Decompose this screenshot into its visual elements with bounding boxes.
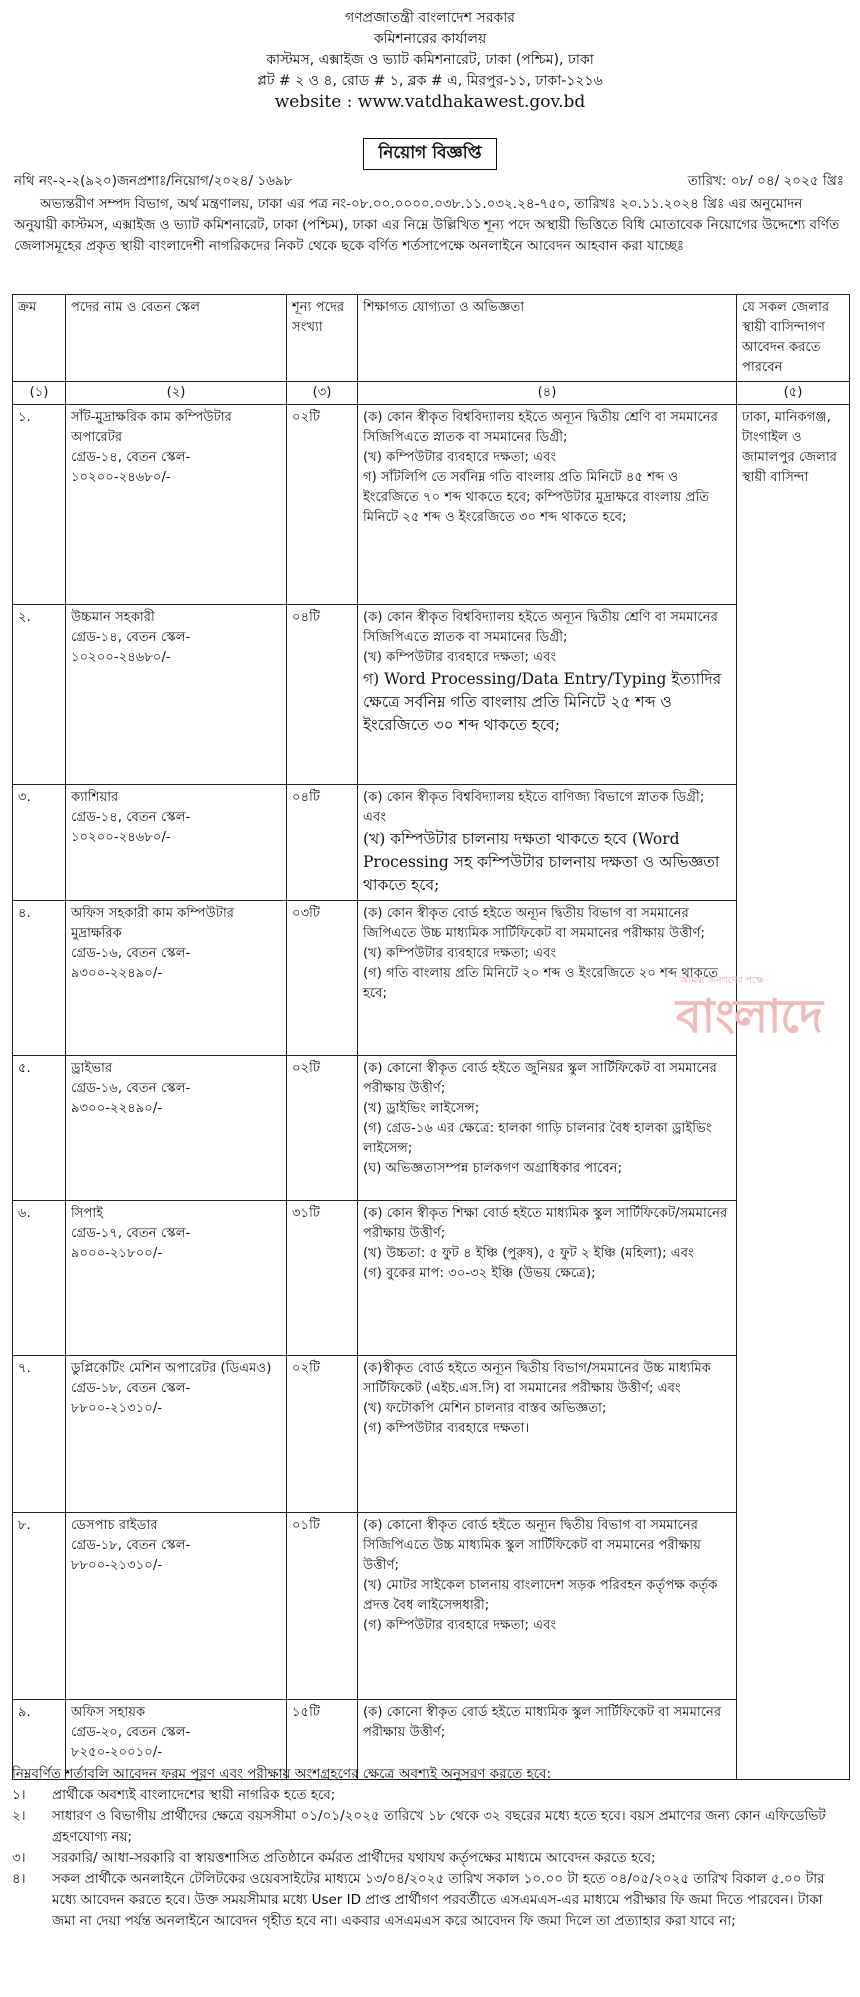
memo-line: [14, 170, 844, 193]
qualification-item: (ক) কোনো স্বীকৃত বোর্ড হইতে মাধ্যমিক স্কুল সার্টিফিকেট বা সমমানের পরীক্ষায় উত্তীর্ণ;: [363, 1705, 722, 1740]
post-name: ডেসপাচ রাইডার: [71, 1518, 158, 1533]
qualification-item: (খ) কম্পিউটার ব্যবহারে দক্ষতা; এবং: [363, 450, 557, 465]
pay-scale: গ্রেড-১৪, বেতন স্কেল- ১০২০০-২৪৬৮০/-: [71, 450, 191, 485]
condition-text: সকল প্রার্থীকে অনলাইনে টেলিটকের ওয়েবসাইটের মাধ্যমে ১৩/০৪/২০২৫ তারিখ সকাল ১০.০০ টা হতে ০৪/০৫/২০২৫ তারিখ বিকাল ৫.০০ টার মধ্যে আবেদন করতে হবে। উক্ত সময়সীমার মধ্যে User ID প্রাপ্ত প্রার্থীগণ পরবর্তীতে এসএমএস-এর মাধ্যমে পরীক্ষার ফি জমা দিতে পারবেন। টাকা জমা না দেয়া পর্যন্ত অনলাইনে আবেদন গৃহীত হবে না। একবার এসএমএস করে আবেদন ফি জমা দিলে তা প্রত্যাহার করা যাবে না;: [52, 1871, 825, 1929]
row-serial: ৯.: [13, 1700, 66, 1780]
table-row: [13, 405, 850, 605]
qualification-item: (খ) কম্পিউটার ব্যবহারে দক্ষতা; এবং: [363, 650, 557, 665]
col-number: (৫): [737, 382, 850, 405]
row-serial: ৬.: [13, 1201, 66, 1356]
condition-number: ৩।: [12, 1850, 26, 1866]
pay-scale: গ্রেড-১৬, বেতন স্কেল- ৯৩০০-২২৪৯০/-: [71, 946, 191, 981]
qualifications-cell: [358, 1356, 737, 1513]
qualification-item: (ক) কোন স্বীকৃত বিশ্ববিদ্যালয় হইতে অন্যূন দ্বিতীয় শ্রেণি বা সমমানের সিজিপিএতে স্নাতক বা সমমানের ডিগ্রী;: [363, 410, 718, 445]
col-number: (৪): [358, 382, 737, 405]
qualification-item: (খ) কম্পিউটার ব্যবহারে দক্ষতা; এবং: [363, 946, 557, 961]
qualification-item: (ক) কোন স্বীকৃত শিক্ষা বোর্ড হইতে মাধ্যমিক স্কুল সার্টিফিকেট/সমমানের পরীক্ষায় উত্তীর্ণ;: [363, 1206, 728, 1241]
qualifications-cell: [358, 901, 737, 1056]
row-serial: ৭.: [13, 1356, 66, 1513]
eligible-districts: ঢাকা, মানিকগঞ্জ, টাংগাইল ও জামালপুর জেলার স্থায়ী বাসিন্দা: [737, 405, 850, 1780]
vacancy-count: ০২টি: [287, 405, 358, 605]
watermark-tagline: আমরা জনগণের পক্ষে: [680, 975, 764, 986]
qualification-item: গ) সাঁটলিপি তে সর্বনিম্ন গতি বাংলায় প্রতি মিনিটে ৪৫ শব্দ ও ইংরেজিতে ৭০ শব্দ থাকতে হবে; কম্পিউটার মুদ্রাক্ষরে বাংলায় প্রতি মিনিটে ২৫ শব্দ ও ইংরেজিতে ৩০ শব্দ থাকতে হবে;: [363, 470, 710, 525]
col-number: (১): [13, 382, 66, 405]
pay-scale: গ্রেড-১৬, বেতন স্কেল- ৯৩০০-২২৪৯০/-: [71, 1081, 191, 1116]
condition-item: [12, 1785, 848, 1806]
qualifications-cell: [358, 785, 737, 901]
condition-item: [12, 1848, 848, 1869]
row-post-cell: [66, 1356, 287, 1513]
condition-number: ১।: [12, 1787, 26, 1803]
pay-scale: গ্রেড-১৪, বেতন স্কেল- ১০২০০-২৪৬৮০/-: [71, 630, 191, 665]
qualifications-cell: [358, 1056, 737, 1201]
vacancy-count: ০৪টি: [287, 605, 358, 785]
vacancy-table: [12, 294, 850, 1780]
post-name: ডুপ্লিকেটিং মেশিন অপারেটর (ডিএমও): [71, 1361, 272, 1376]
header-districts: যে সকল জেলার স্থায়ী বাসিন্দাগণ আবেদন করতে পারবেন: [737, 295, 850, 382]
condition-number: ৪।: [12, 1871, 26, 1887]
row-post-cell: [66, 1201, 287, 1356]
condition-item: [12, 1806, 848, 1848]
condition-text: প্রার্থীকে অবশ্যই বাংলাদেশের স্থায়ী নাগরিক হতে হবে;: [52, 1787, 336, 1803]
qualification-item: (ক) কোন স্বীকৃত বোর্ড হইতে অন্যূন দ্বিতীয় বিভাগ বা সমমানের জিপিএতে উচ্চ মাধ্যমিক সার্টিফিকেট বা সমমানের পরীক্ষায় উত্তীর্ণ;: [363, 906, 705, 941]
qualification-item: (ক) কোনো স্বীকৃত বোর্ড হইতে অন্যূন দ্বিতীয় বিভাগ বা সমমানের সিজিপিএতে উচ্চ মাধ্যমিক স্কুল সার্টিফিকেট বা সমমানের পরীক্ষায় উত্তীর্ণ;: [363, 1518, 701, 1573]
qualification-item: (ক) কোনো স্বীকৃত বোর্ড হইতে জুনিয়র স্কুল সার্টিফিকেট বা সমমানের পরীক্ষায় উত্তীর্ণ;: [363, 1061, 717, 1096]
table-row: [13, 901, 850, 1056]
condition-text: সাধারণ ও বিভাগীয় প্রার্থীদের ক্ষেত্রে বয়সসীমা ০১/০১/২০২৫ তারিখে ১৮ থেকে ৩২ বছরের মধ্যে হতে হবে। বয়স প্রমাণের জন্য কোন এফিডেভিট গ্রহণযোগ্য নয়;: [52, 1808, 826, 1845]
memo-date: তারিখ: ০৮/ ০৪/ ২০২৫ খ্রিঃ: [687, 173, 844, 189]
row-post-cell: [66, 785, 287, 901]
header-qualifications: শিক্ষাগত যোগ্যতা ও অভিজ্ঞতা: [358, 295, 737, 382]
conditions-list: [12, 1785, 848, 1932]
column-number-row: [13, 382, 850, 405]
vacancy-count: ৩১টি: [287, 1201, 358, 1356]
table-body: [13, 405, 850, 1780]
table-row: [13, 1513, 850, 1700]
table-row: [13, 785, 850, 901]
vacancy-count: ০২টি: [287, 1056, 358, 1201]
row-post-cell: [66, 1056, 287, 1201]
header-vacancies: শূন্য পদের সংখ্যা: [287, 295, 358, 382]
pay-scale: গ্রেড-১৭, বেতন স্কেল- ৯০০০-২১৮০০/-: [71, 1226, 191, 1261]
post-name: সিপাই: [71, 1206, 104, 1221]
qualification-item: (ক) কোন স্বীকৃত বিশ্ববিদ্যালয় হইতে অন্যূন দ্বিতীয় শ্রেণি বা সমমানের সিজিপিএতে স্নাতক বা সমমানের ডিগ্রী;: [363, 610, 718, 645]
row-serial: ২.: [13, 605, 66, 785]
qualification-item: (ক) কোন স্বীকৃত বিশ্ববিদ্যালয় হইতে বাণিজ্য বিভাগে স্নাতক ডিগ্রী; এবং: [363, 790, 705, 825]
table-row: [13, 1056, 850, 1201]
website-link[interactable]: website : www.vatdhakawest.gov.bd: [274, 92, 586, 112]
row-serial: ৩.: [13, 785, 66, 901]
pay-scale: গ্রেড-১৮, বেতন স্কেল- ৮৮০০-২১৩১০/-: [71, 1538, 191, 1573]
row-serial: ৫.: [13, 1056, 66, 1201]
row-post-cell: [66, 1513, 287, 1700]
row-serial: ১.: [13, 405, 66, 605]
conditions-lead: নিম্নবর্ণিত শর্তাবলি আবেদন ফরম পূরণ এবং পরীক্ষায় অংশগ্রহণের ক্ষেত্রে অবশ্যই অনুসরণ করতে হবে:: [12, 1766, 552, 1782]
qualification-item: (খ) ফটোকপি মেশিন চালনার বাস্তব অভিজ্ঞতা;: [363, 1401, 607, 1416]
office-address: প্লট # ২ ও ৪, রোড # ১, ব্লক # এ, মিরপুর-১১, ঢাকা-১২১৬: [257, 73, 603, 89]
department-name: কাস্টমস, এক্সাইজ ও ভ্যাট কমিশনারেট, ঢাকা (পশ্চিম), ঢাকা: [266, 52, 594, 68]
conditions-section: [12, 1764, 848, 1932]
post-name: ড্রাইভার: [71, 1061, 113, 1076]
qualifications-cell: [358, 405, 737, 605]
qualification-item: (গ) কম্পিউটার ব্যবহারে দক্ষতা; এবং: [363, 1618, 557, 1633]
letterhead: [0, 8, 860, 113]
post-name: ক্যাশিয়ার: [71, 790, 119, 805]
vacancy-count: ০১টি: [287, 1513, 358, 1700]
notice-title: নিয়োগ বিজ্ঞপ্তি: [363, 138, 496, 170]
qualification-item: (গ) কম্পিউটার ব্যবহারে দক্ষতা।: [363, 1421, 530, 1436]
condition-text: সরকারি/ আধা-সরকারি বা স্বায়ত্তশাসিত প্রতিষ্ঠানে কর্মরত প্রার্থীদের যথাযথ কর্তৃপক্ষের মাধ্যমে আবেদন করতে হবে;: [52, 1850, 656, 1866]
vacancy-count: ১৫টি: [287, 1700, 358, 1780]
qualifications-cell: [358, 1201, 737, 1356]
notice-title-box: [0, 138, 860, 170]
col-number: (২): [66, 382, 287, 405]
qualifications-cell: [358, 1513, 737, 1700]
header-post: পদের নাম ও বেতন স্কেল: [66, 295, 287, 382]
qualification-item: (গ) গ্রেড-১৬ এর ক্ষেত্রে: হালকা গাড়ি চালনার বৈধ হালকা ড্রাইভিং লাইসেন্স;: [363, 1121, 712, 1156]
qualification-item: (ক)স্বীকৃত বোর্ড হইতে অন্যূন দ্বিতীয় বিভাগ/সমমানের উচ্চ মাধ্যমিক সার্টিফিকেট (এইচ.এস.সি) বা সমমানের পরীক্ষায় উত্তীর্ণ; এবং: [363, 1361, 712, 1396]
header-serial: ক্রম: [13, 295, 66, 382]
row-serial: ৪.: [13, 901, 66, 1056]
pay-scale: গ্রেড-২০, বেতন স্কেল- ৮২৫০-২০০১০/-: [71, 1725, 191, 1760]
condition-item: [12, 1869, 848, 1932]
qualification-item: (ঘ) অভিজ্ঞতাসম্পন্ন চালকগণ অগ্রাধিকার পাবেন;: [363, 1161, 623, 1176]
post-name: অফিস সহকারী কাম কম্পিউটার মুদ্রাক্ষরিক: [71, 906, 235, 941]
table-row: [13, 1356, 850, 1513]
post-name: সাঁট-মুদ্রাক্ষরিক কাম কম্পিউটার অপারেটর: [71, 410, 232, 445]
qualification-item: (গ) গতি বাংলায় প্রতি মিনিটে ২০ শব্দ ও ইংরেজিতে ২০ শব্দ থাকতে হবে;: [363, 966, 719, 1001]
row-post-cell: [66, 901, 287, 1056]
row-post-cell: [66, 605, 287, 785]
condition-number: ২।: [12, 1808, 26, 1824]
qualifications-cell: [358, 605, 737, 785]
qualification-item: (খ) কম্পিউটার চালনায় দক্ষতা থাকতে হবে (Word Processing সহ কম্পিউটার চালনায় দক্ষতা ও অভিজ্ঞতা থাকতে হবে;: [363, 830, 720, 894]
intro-paragraph: অভ্যন্তরীণ সম্পদ বিভাগ, অর্থ মন্ত্রণালয়, ঢাকা এর পত্র নং-০৮.০০.০০০০.০৩৮.১১.০৩২.২৪-৭৫০, তারিখঃ ২০.১১.২০২৪ খ্রিঃ এর অনুমোদন অনুযায়ী কাস্টমস, এক্সাইজ ও ভ্যাট কমিশনারেট, ঢাকা (পশ্চিম), ঢাকা এর নিম্নে উল্লিখিত শূন্য পদে অস্থায়ী ভিত্তিতে বিধি মোতাবেক নিয়োগের উদ্দেশ্যে বর্ণিত জেলাসমূহের প্রকৃত স্থায়ী বাংলাদেশী নাগরিকদের নিকট থেকে ছকে বর্ণিত শর্তসাপেক্ষে অনলাইনে আবেদন আহবান করা যাচ্ছেঃ: [14, 196, 840, 254]
vacancy-count: ০৩টি: [287, 901, 358, 1056]
post-name: অফিস সহায়ক: [71, 1705, 146, 1720]
post-name: উচ্চমান সহকারী: [71, 610, 155, 625]
qualification-item: গ) Word Processing/Data Entry/Typing ইত্যাদির ক্ষেত্রে সর্বনিম্ন গতি বাংলায় প্রতি মিনিটে ২৫ শব্দ ও ইংরেজিতে ৩০ শব্দ থাকতে হবে;: [363, 670, 722, 734]
row-post-cell: [66, 405, 287, 605]
government-name: গণপ্রজাতন্ত্রী বাংলাদেশ সরকার: [345, 10, 515, 26]
office-name: কমিশনারের কার্যালয়: [373, 31, 487, 47]
vacancy-count: ০২টি: [287, 1356, 358, 1513]
vacancy-count: ০৪টি: [287, 785, 358, 901]
col-number: (৩): [287, 382, 358, 405]
qualification-item: (গ) বুকের মাপ: ৩০-৩২ ইঞ্চি (উভয় ক্ষেত্রে);: [363, 1266, 596, 1281]
qualification-item: (খ) উচ্চতা: ৫ ফুট ৪ ইঞ্চি (পুরুষ), ৫ ফুট ২ ইঞ্চি (মহিলা); এবং: [363, 1246, 694, 1261]
memo-number: নথি নং-২-২(৯২০)জনপ্রশাঃ/নিয়োগ/২০২৪/ ১৬৯৮: [14, 173, 293, 189]
row-serial: ৮.: [13, 1513, 66, 1700]
pay-scale: গ্রেড-১৪, বেতন স্কেল- ১০২০০-২৪৬৮০/-: [71, 810, 191, 845]
table-header-row: [13, 295, 850, 382]
watermark-text: বাংলাদে: [676, 989, 823, 1043]
qualification-item: (খ) ড্রাইভিং লাইসেন্স;: [363, 1101, 480, 1116]
pay-scale: গ্রেড-১৮, বেতন স্কেল- ৮৮০০-২১৩১০/-: [71, 1381, 191, 1416]
table-row: [13, 605, 850, 785]
table-row: [13, 1201, 850, 1356]
qualification-item: (খ) মোটর সাইকেল চালনায় বাংলাদেশ সড়ক পরিবহন কর্তৃপক্ষ কর্তৃক প্রদত্ত বৈধ লাইসেন্সধারী;: [363, 1578, 718, 1613]
